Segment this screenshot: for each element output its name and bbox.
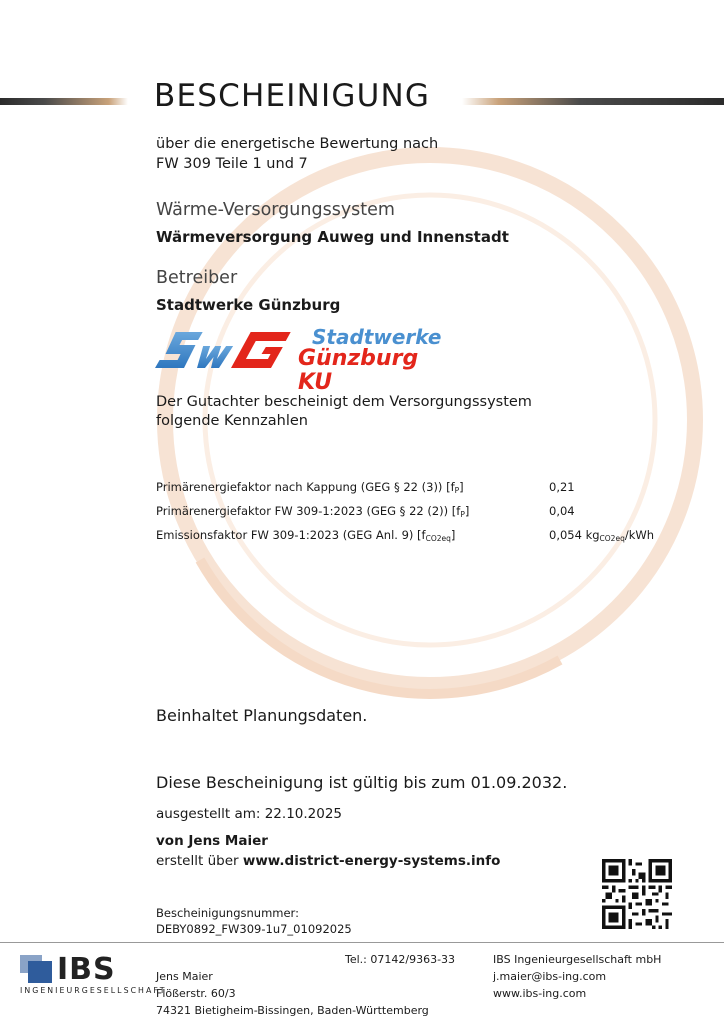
issued-date: ausgestellt am: 22.10.2025 [156,806,343,822]
ibs-logo-word: IBS [57,952,116,987]
page-title: BESCHEINIGUNG [154,78,431,114]
kennzahl-label-sub: P [460,510,465,519]
footer-city: 74321 Bietigheim-Bissingen, Baden-Württemberg [156,1004,429,1017]
kennzahl-unit-sub: CO2eq [599,534,625,543]
footer-email-link[interactable]: j.maier@ibs-ing.com [493,970,607,983]
kennzahl-label: Emissionsfaktor FW 309-1:2023 (GEG Anl. 9) [f [156,528,426,542]
footer-street: Flößerstr. 60/3 [156,987,236,1000]
kennzahl-label-close: ] [464,504,470,518]
kennzahl-row-emission [156,528,455,543]
subtitle-line-1: über die energetische Bewertung nach [156,136,439,152]
created-url-link[interactable]: www.district-energy-systems.info [242,853,501,869]
qr-code [602,859,672,929]
subtitle [156,134,438,174]
system-value: Wärmeversorgung Auweg und Innenstadt [156,228,509,246]
kennzahl-row-primaer-kappung [156,480,464,495]
certificate-number-label: Bescheinigungsnummer: [156,906,299,920]
system-label: Wärme-Versorgungssystem [156,200,395,220]
kennzahl-value-primaer-fw309: 0,04 [549,504,575,518]
kennzahl-label-sub: P [454,486,460,495]
intro-line-1: Der Gutachter bescheinigt dem Versorgungssystem [156,394,532,410]
created-prefix: erstellt über [156,853,243,869]
kennzahl-label: Primärenergiefaktor FW 309-1:2023 (GEG § 22 (2)) [f [156,504,461,518]
ibs-logo-subtitle: INGENIEURGESELLSCHAFT [20,986,167,995]
kennzahl-label-close: ] [450,528,456,542]
swg-logo-line-1: Stadtwerke [312,325,442,349]
swg-logo [152,325,452,395]
author: von Jens Maier [156,833,268,849]
kennzahl-label-close: ] [459,480,464,494]
header-rule-right [462,98,724,105]
created-via [156,853,500,869]
kennzahl-row-primaer-fw309 [156,504,469,519]
intro-line-2: folgende Kennzahlen [156,413,308,429]
footer-name: Jens Maier [156,970,213,983]
kennzahl-value-emission [549,528,654,543]
footer-phone: Tel.: 07142/9363-33 [345,953,456,966]
ibs-logo-mark [20,955,52,983]
footer-web-link[interactable]: www.ibs-ing.com [493,987,587,1000]
footer-company: IBS Ingenieurgesellschaft mbH [493,953,662,966]
footer-divider [0,942,724,943]
kennzahl-label-sub: CO2eq [425,534,451,543]
swg-logo-line-2: Günzburg KU [298,346,419,395]
validity-text: Diese Bescheinigung ist gültig bis zum 01.09.2032. [156,773,568,792]
kennzahl-value: 0,054 kg [549,528,600,542]
operator-value: Stadtwerke Günzburg [156,296,341,314]
kennzahl-value-primaer-kappung: 0,21 [549,480,575,494]
kennzahl-label: Primärenergiefaktor nach Kappung (GEG § 22 (3)) [f [156,480,455,494]
operator-label: Betreiber [156,268,238,288]
planning-note: Beinhaltet Planungsdaten. [156,706,368,725]
header-rule-left [0,98,128,105]
certificate-number: DEBY0892_FW309-1u7_01092025 [156,922,352,936]
kennzahl-unit-tail: /kWh [624,528,655,542]
intro-text [156,393,532,431]
subtitle-line-2: FW 309 Teile 1 und 7 [156,156,308,172]
